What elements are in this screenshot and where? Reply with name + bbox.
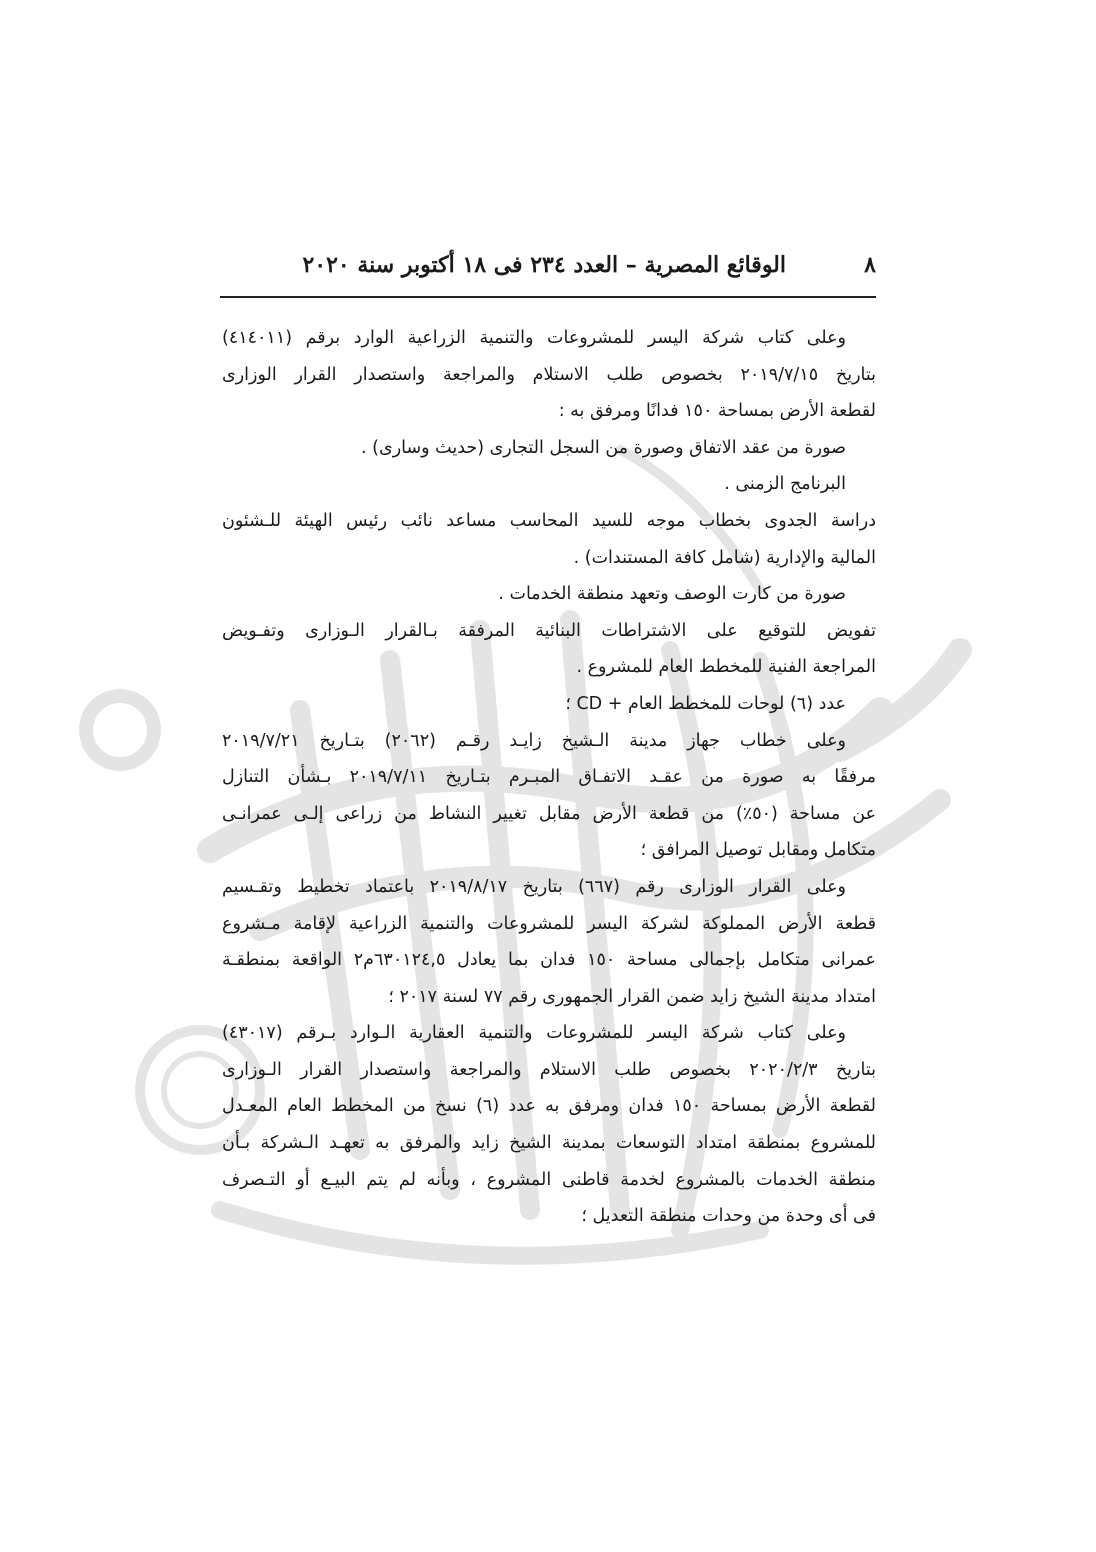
- text-line: بتاريخ ٢٠١٩/٧/١٥ بخصوص طلب الاستلام والمراجعة واستصدار القرار الوزارى: [222, 364, 876, 385]
- text-line: البرنامج الزمنى .: [724, 474, 846, 495]
- text-line: بتاريخ ٢٠٢٠/٢/٣ بخصوص طلب الاستلام والمراجعة واستصدار القرار الـوزارى: [222, 1059, 876, 1080]
- text-line: صورة من كارت الوصف وتعهد منطقة الخدمات .: [498, 584, 846, 605]
- text-line: المراجعة الفنية للمخطط العام للمشروع .: [576, 657, 876, 678]
- text-line: قطعة الأرض المملوكة لشركة اليسر للمشروعات والتنمية الزراعية لإقامة مـشروع: [222, 913, 876, 934]
- page-number: ٨: [864, 252, 876, 278]
- text-line: امتداد مدينة الشيخ زايد ضمن القرار الجمهورى رقم ٧٧ لسنة ٢٠١٧ ؛: [388, 986, 876, 1007]
- text-line: مرفقًا به صورة من عقـد الاتفـاق المبـرم بتـاريخ ٢٠١٩/٧/١١ بـشأن التنازل: [222, 767, 876, 788]
- text-line: دراسة الجدوى بخطاب موجه للسيد المحاسب مساعد نائب رئيس الهيئة للـشئون: [222, 510, 876, 531]
- text-line: عمرانى متكامل بإجمالى مساحة ١٥٠ فدان بما يعادل ٦٣٠١٢٤,٥م٢ الواقعة بمنطقـة: [222, 950, 876, 971]
- text-line: فى أى وحدة من وحدات منطقة التعديل ؛: [581, 1206, 876, 1227]
- text-line: متكامل ومقابل توصيل المرافق ؛: [640, 840, 876, 861]
- text-line: عن مساحة (٥٠٪) من قطعة الأرض مقابل تغيير النشاط من زراعى إلـى عمرانـى: [222, 803, 876, 824]
- text-line: صورة من عقد الاتفاق وصورة من السجل التجارى (حديث وسارى) .: [361, 437, 846, 458]
- text-line: المالية والإدارية (شامل كافة المستندات) .: [573, 547, 876, 568]
- text-line: وعلى كتاب شركة اليسر للمشروعات والتنمية الزراعية الوارد برقم (٤١٤٠١١): [222, 328, 846, 348]
- publication-title: الوقائع المصرية – العدد ٢٣٤ فى ١٨ أكتوبر سنة ٢٠٢٠: [302, 252, 786, 278]
- text-line: لقطعة الأرض بمساحة ١٥٠ فدانًا ومرفق به :: [558, 401, 876, 422]
- text-line: وعلى القرار الوزارى رقم (٦٦٧) بتاريخ ٢٠١٩/٨/١٧ باعتماد تخطيط وتقـسيم: [222, 876, 846, 897]
- header-divider: [220, 296, 876, 298]
- text-line: لقطعة الأرض بمساحة ١٥٠ فدان ومرفق به عدد (٦) نسخ من المخطط العام المعـدل: [222, 1096, 876, 1117]
- text-line: تفويض للتوقيع على الاشتراطات البنائية المرفقة بـالقرار الـوزارى وتفـويض: [222, 620, 876, 641]
- text-line: وعلى كتاب شركة اليسر للمشروعات والتنمية العقارية الـوارد بـرقم (٤٣٠١٧): [222, 1023, 846, 1044]
- text-line: للمشروع بمنطقة امتداد التوسعات بمدينة الشيخ زايد والمرفق به تعهـد الـشركة بـأن: [222, 1133, 876, 1154]
- text-line: منطقة الخدمات بالمشروع لخدمة قاطنى المشروع ، وبأنه لم يتم البيـع أو التـصرف: [222, 1169, 876, 1190]
- document-body: [222, 320, 876, 1235]
- text-line: عدد (٦) لوحات للمخطط العام + CD ؛: [565, 693, 846, 714]
- page-header: [220, 252, 876, 288]
- text-line: وعلى خطاب جهاز مدينة الـشيخ زايـد رقـم (٢٠٦٢) بتـاريخ ٢٠١٩/٧/٢١: [222, 730, 846, 751]
